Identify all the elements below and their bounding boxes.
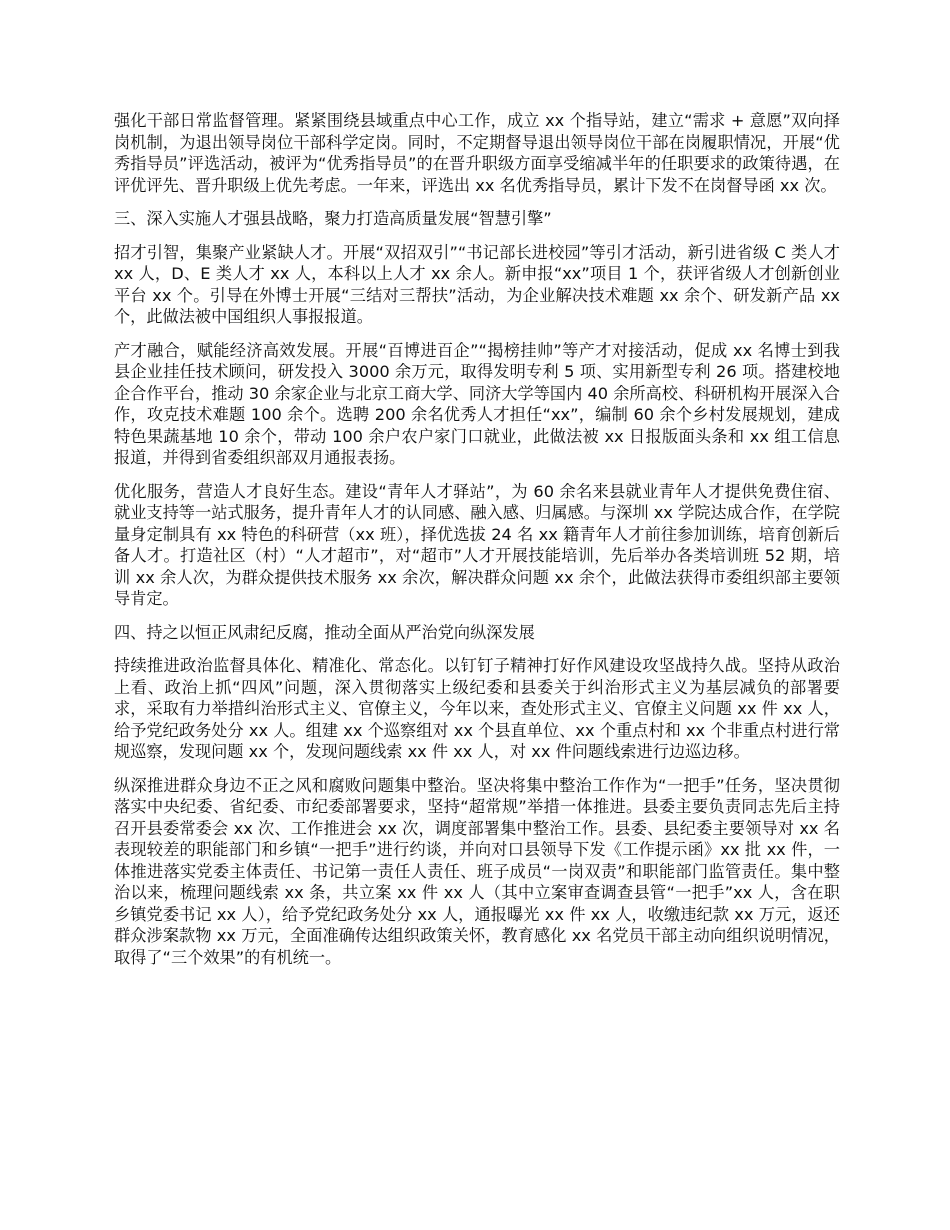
paragraph-political-supervision: 持续推进政治监督具体化、精准化、常态化。以钉钉子精神打好作风建设攻坚战持久战。坚持从政治上看、政治上抓“四风”问题，深入贯彻落实上级纪委和县委关于纠治形式主义为基层减负的部署要求，采取有力举措纠治形式主义、官僚主义，今年以来，查处形式主义、官僚主义问题 xx 件 xx 人，给予党纪政务处分 xx 人。组建 xx 个巡察组对 xx 个县直单位、xx 个重点村和 xx 个非重点村进行常规巡察，发现问题 xx 个，发现问题线索 xx 件 xx 人，对 xx 件问题线索进行边巡边移。	[114, 656, 840, 761]
section-heading-talent-strategy: 三、深入实施人才强县战略，聚力打造高质量发展“智慧引擎”	[114, 209, 552, 228]
paragraph-cadre-supervision: 强化干部日常监督管理。紧紧围绕县域重点中心工作，成立 xx 个指导站，建立“需求 + 意愿”双向择岗机制，为退出领导岗位干部科学定岗。同时，不定期督导退出领导岗位干部在岗履职情况，开展“优秀指导员”评选活动，被评为“优秀指导员”的在晋升职级方面享受缩减半年的任职要求的政策待遇，在评优评先、晋升职级上优先考虑。一年来，评选出 xx 名优秀指导员，累计下发不在岗督导函 xx 次。	[114, 111, 840, 195]
paragraph-industry-talent-integration: 产才融合，赋能经济高效发展。开展“百博进百企”“揭榜挂帅”等产才对接活动，促成 xx 名博士到我县企业挂任技术顾问，研发投入 3000 余万元，取得发明专利 5 项、实用新型专利 26 项。搭建校地企合作平台，推动 30 余家企业与北京工商大学、同济大学等国内 40 余所高校、科研机构开展深入合作，攻克技术难题 100 余个。选聘 200 余名优秀人才担任“xx”，编制 60 余个乡村发展规划，建成特色果蔬基地 10 余个，带动 100 余户农户家门口就业，此做法被 xx 日报版面头条和 xx 组工信息报道，并得到省委组织部双月通报表扬。	[114, 340, 840, 467]
paragraph-talent-service: 优化服务，营造人才良好生态。建设“青年人才驿站”，为 60 余名来县就业青年人才提供免费住宿、就业支持等一站式服务，提升青年人才的认同感、融入感、归属感。与深圳 xx 学院达成合作，在学院量身定制具有 xx 特色的科研营（xx 班），择优选拔 24 名 xx 籍青年人才前往参加训练，培育创新后备人才。打造社区（村）“人才超市”，对“超市”人才开展技能培训，先后举办各类培训班 52 期，培训 xx 余人次，为群众提供技术服务 xx 余次，解决群众问题 xx 余个，此做法获得市委组织部主要领导肯定。	[114, 481, 840, 608]
section-heading-anti-corruption: 四、持之以恒正风肃纪反腐，推动全面从严治党向纵深发展	[114, 622, 535, 642]
document-body	[114, 110, 840, 980]
paragraph-talent-recruitment: 招才引智，集聚产业紧缺人才。开展“双招双引”“书记部长进校园”等引才活动，新引进省级 C 类人才 xx 人，D、E 类人才 xx 人，本科以上人才 xx 余人。新申报“xx”项目 1 个，获评省级人才创新创业平台 xx 个。引导在外博士开展“三结对三帮扶”活动，为企业解决技术难题 xx 余个、研发新产品 xx 个，此做法被中国组织人事报报道。	[114, 242, 840, 326]
paragraph-rectification: 纵深推进群众身边不正之风和腐败问题集中整治。坚决将集中整治工作作为“一把手”任务，坚决贯彻落实中央纪委、省纪委、市纪委部署要求，坚持“超常规”举措一体推进。县委主要负责同志先后主持召开县委常委会 xx 次、工作推进会 xx 次，调度部署集中整治工作。县委、县纪委主要领导对 xx 名表现较差的职能部门和乡镇“一把手”进行约谈，并向对口县领导下发《工作提示函》xx 批 xx 件，一体推进落实党委主体责任、书记第一责任人责任、班子成员“一岗双责”和职能部门监管责任。集中整治以来，梳理问题线索 xx 条，共立案 xx 件 xx 人（其中立案审查调查县管“一把手”xx 人，含在职乡镇党委书记 xx 人），给予党纪政务处分 xx 人，通报曝光 xx 件 xx 人，收缴违纪款 xx 万元，返还群众涉案款物 xx 万元，全面准确传达组织政策关怀，教育感化 xx 名党员干部主动向组织说明情况，取得了“三个效果”的有机统一。	[114, 775, 840, 967]
